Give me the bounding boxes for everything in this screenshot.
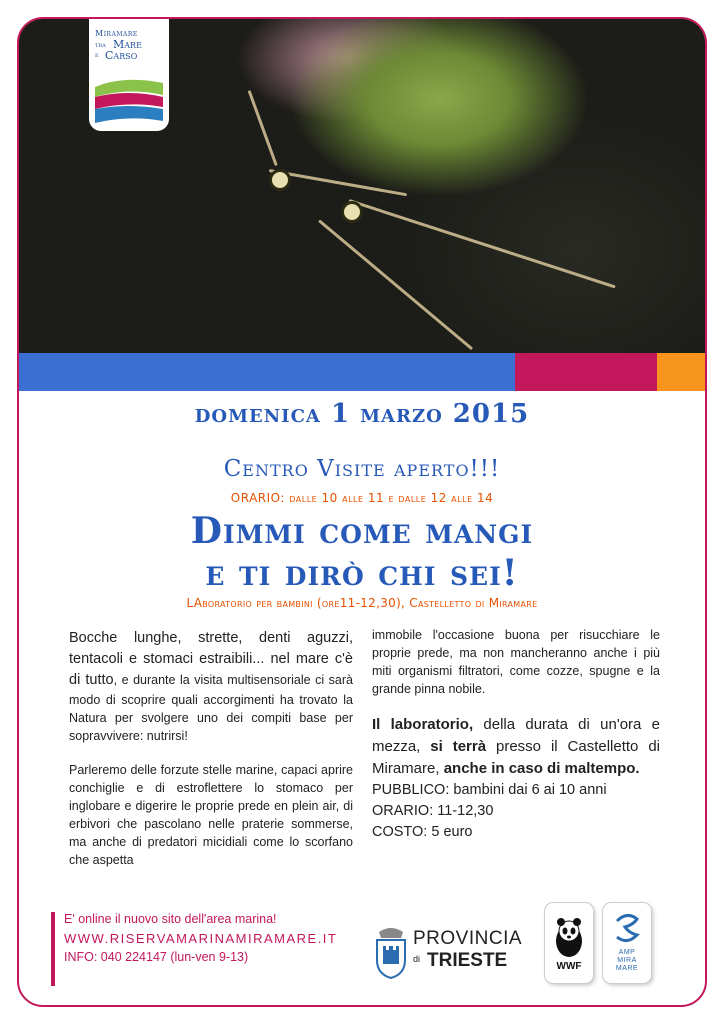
lab-text-2: presso il Castelletto di Miramare, xyxy=(372,738,660,777)
intro-paragraph xyxy=(69,628,353,745)
amp-line-3: MARE xyxy=(615,965,639,972)
costo-info: COSTO: 5 euro xyxy=(372,824,473,840)
crab-antenna xyxy=(248,90,278,166)
stripe-orange xyxy=(657,353,705,391)
orario-info: ORARIO: 11-12,30 xyxy=(372,803,494,819)
footer-accent-bar xyxy=(51,912,55,986)
lab-bold-3: anche in caso di maltempo. xyxy=(443,760,640,777)
pubblico-info: PUBBLICO: bambini dai 6 ai 10 anni xyxy=(372,782,607,798)
logo-text-e: e xyxy=(95,51,99,59)
logo-text-tra: tra xyxy=(95,41,106,49)
centro-visite-subtitle: Centro Visite aperto!!! xyxy=(223,456,501,482)
amp-line-2: MIRA xyxy=(617,957,637,964)
lab-details-paragraph xyxy=(372,714,660,780)
continued-paragraph: immobile l'occasione buona per risucchiare le proprie prede, ma non mancheranno anche i più miti organismi filtratori, come cozze, spugne e la grande pinna nobile. xyxy=(372,628,660,696)
lab-bold-2: si terrà xyxy=(430,738,487,755)
opening-hours: ORARIO: dalle 10 alle 11 e dalle 12 alle 14 xyxy=(230,491,494,505)
footer-online-notice: E' online il nuovo sito dell'area marina! xyxy=(64,912,277,926)
crab-leg xyxy=(349,199,616,288)
amp-line-1: AMP xyxy=(618,949,636,956)
logo-landscape-icon xyxy=(93,67,165,125)
intro-large-text: Bocche lunghe, strette, denti aguzzi, tentacoli e stomaci estraibili... nel mare c'è di tutto xyxy=(69,630,353,688)
right-text-column xyxy=(372,626,660,843)
footer-website-link[interactable]: WWW.RISERVAMARINAMIRAMARE.IT xyxy=(64,931,338,946)
crab-leg xyxy=(318,219,473,350)
provincia-trieste-logo xyxy=(373,910,533,980)
provincia-text: PROVINCIA xyxy=(413,928,523,949)
headline-line-2: e ti dirò chi sei! xyxy=(205,552,519,594)
amp-miramare-logo xyxy=(603,903,651,983)
logo-text-carso: Carso xyxy=(105,49,138,62)
logo-text-miramare: Miramare xyxy=(95,29,138,38)
miramare-logo xyxy=(89,19,169,131)
event-date: domenica 1 marzo 2015 xyxy=(194,399,530,429)
poster-frame xyxy=(17,17,707,1007)
hermit-crab-photo xyxy=(19,19,705,353)
wwf-text: WWF xyxy=(556,961,582,972)
crab-eye xyxy=(341,201,363,223)
trieste-text: TRIESTE xyxy=(427,950,508,971)
footer-contact xyxy=(64,910,337,967)
stripe-blue xyxy=(19,353,515,391)
laboratorio-subtitle: LAboratorio per bambini (ore11-12,30), Castelletto di Miramare xyxy=(186,596,538,610)
stripe-magenta xyxy=(515,353,657,391)
logo-text-mare: Mare xyxy=(113,38,142,51)
fish-icon xyxy=(613,911,641,947)
trieste-crest-icon xyxy=(373,924,409,980)
panda-icon xyxy=(553,915,585,959)
footer-info-phone: INFO: 040 224147 (lun-ven 9-13) xyxy=(64,950,249,964)
event-headline xyxy=(19,510,705,594)
color-stripes xyxy=(19,353,705,391)
left-text-column xyxy=(69,628,353,869)
wwf-logo xyxy=(545,903,593,983)
crab-eye xyxy=(269,169,291,191)
headline-line-1: Dimmi come mangi xyxy=(190,510,534,552)
description-paragraph: Parleremo delle forzute stelle marine, capaci aprire conchiglie e di estroflettere lo stomaco per inglobare e digerire le proprie prede en plein air, di erbivori che pascolano nelle praterie sommerse, ma anche di predatori micidiali come lo scorfano che aspetta xyxy=(69,763,353,867)
intro-small-text: , e durante la visita multisensoriale ci sarà modo di scoprire quali accorgimenti ha trovato la Natura per svolgere uno dei compiti base per sopravvivere: nutrirsi! xyxy=(69,673,353,743)
lab-text-1: della durata di un'ora e mezza, xyxy=(372,716,660,755)
amp-text xyxy=(603,949,651,973)
di-text: di xyxy=(413,954,421,964)
lab-bold-1: Il laboratorio, xyxy=(372,716,474,733)
